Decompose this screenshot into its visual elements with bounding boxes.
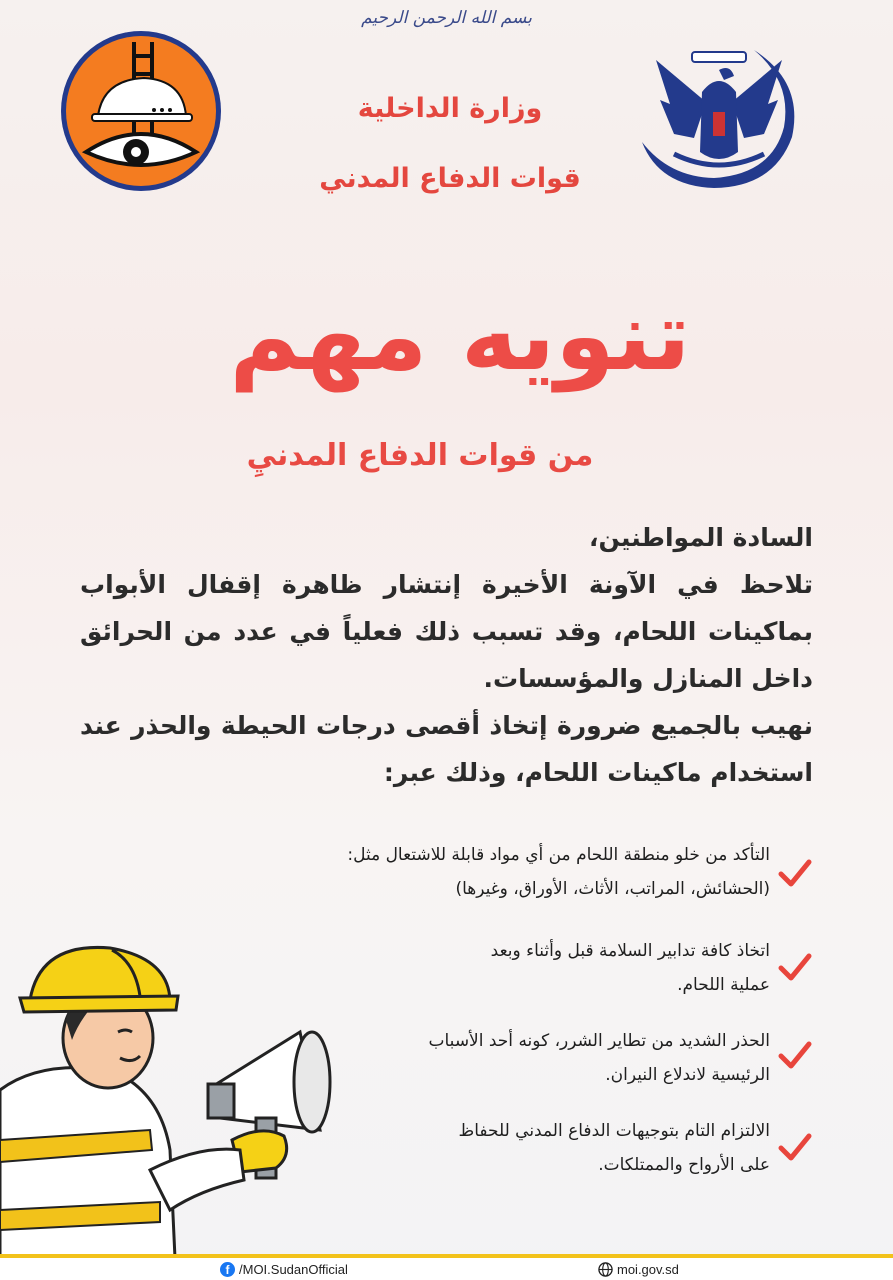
list-item-line: الالتزام التام بتوجيهات الدفاع المدني للحفاظ: [458, 1121, 770, 1141]
ministry-heading: [250, 90, 650, 198]
list-item: [300, 1024, 770, 1092]
subtitle: من قوات الدفاع المدنيِ: [246, 438, 594, 473]
list-item-line: الرئيسية لاندلاع النيران.: [605, 1065, 770, 1085]
paragraph-1: تلاحظ في الآونة الأخيرة إنتشار ظاهرة إقفال الأبواب بماكينات اللحام، وقد تسبب ذلك فعلياً في عدد من الحرائق داخل المنازل والمؤسسات.: [80, 570, 813, 693]
main-title: تنويه مهم: [229, 280, 691, 392]
list-item-line: التأكد من خلو منطقة اللحام من أي مواد قابلة للاشتعال مثل:: [347, 845, 770, 865]
checkmark-icon: [778, 858, 812, 888]
facebook-link[interactable]: [220, 1262, 348, 1277]
ministry-name: وزارة الداخلية: [357, 93, 543, 124]
website-link[interactable]: [598, 1262, 679, 1277]
list-item: [300, 934, 770, 1002]
list-item: [300, 838, 770, 906]
intro-paragraph: [80, 514, 813, 702]
facebook-icon: f: [220, 1262, 235, 1277]
checkmark-icon: [778, 952, 812, 982]
list-item-line: (الحشائش، المراتب، الأثاث، الأوراق، وغيرها): [455, 879, 770, 899]
basmala: بسم الله الرحمن الرحيم: [361, 8, 532, 28]
globe-icon: [598, 1262, 613, 1277]
greeting: السادة المواطنين،: [589, 523, 813, 552]
firefighter-megaphone-illustration: [0, 940, 370, 1258]
list-item-line: اتخاذ كافة تدابير السلامة قبل وأثناء وبعد: [490, 941, 770, 961]
website-url: moi.gov.sd: [617, 1262, 679, 1277]
footer-bar: [0, 1254, 893, 1280]
list-item-line: عملية اللحام.: [677, 975, 770, 995]
list-item: [300, 1114, 770, 1182]
civil-defense-logo: [58, 28, 224, 194]
paragraph-2: نهيب بالجميع ضرورة إتخاذ أقصى درجات الحيطة والحذر عند استخدام ماكينات اللحام، وذلك عبر:: [80, 711, 813, 787]
checkmark-icon: [778, 1040, 812, 1070]
checkmark-icon: [778, 1132, 812, 1162]
facebook-handle: /MOI.SudanOfficial: [239, 1262, 348, 1277]
list-item-line: الحذر الشديد من تطاير الشرر، كونه أحد الأسباب: [428, 1031, 770, 1051]
sudan-emblem: [634, 42, 804, 192]
list-item-line: على الأرواح والممتلكات.: [598, 1155, 770, 1175]
forces-name: قوات الدفاع المدني: [319, 163, 581, 194]
